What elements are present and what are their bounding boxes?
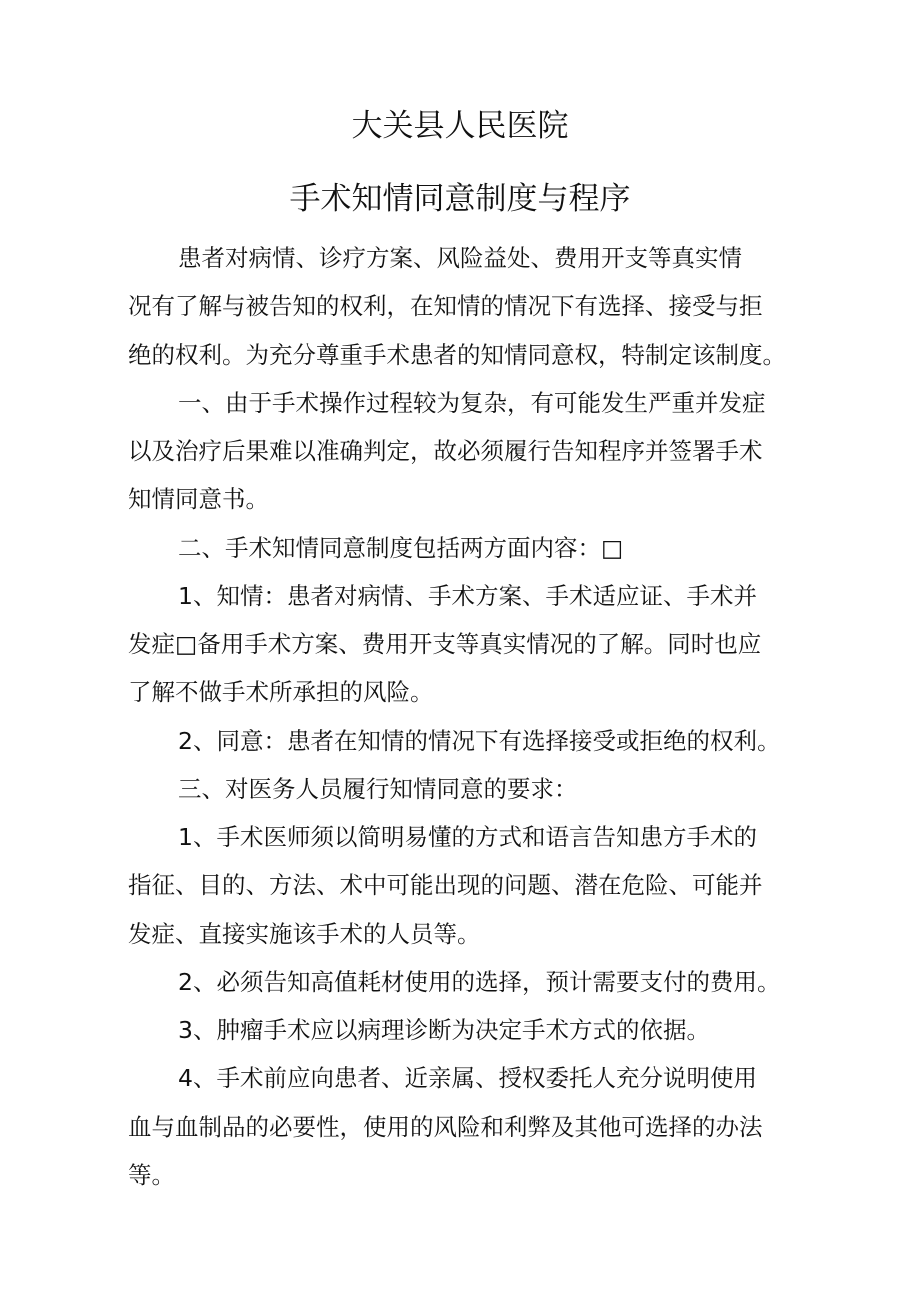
body-line: 等。 [128, 1161, 175, 1189]
body-line: 2、同意：患者在知情的情况下有选择接受或拒绝的权利。 [178, 727, 781, 755]
body-line: 绝的权利。为充分尊重手术患者的知情同意权，特制定该制度。 [128, 341, 786, 369]
body-line: 况有了解与被告知的权利，在知情的情况下有选择、接受与拒 [128, 292, 763, 320]
section-heading: 三、对医务人员履行知情同意的要求： [178, 775, 578, 803]
body-line: 2、必须告知高值耗材使用的选择，预计需要支付的费用。 [178, 968, 781, 996]
body-line: 以及治疗后果难以准确判定，故必须履行告知程序并签署手术 [128, 437, 763, 465]
body-line: 知情同意书。 [128, 485, 269, 513]
body-line: 1、知情：患者对病情、手术方案、手术适应证、手术并 [178, 582, 757, 610]
body-line: 3、肿瘤手术应以病理诊断为决定手术方式的依据。 [178, 1016, 710, 1044]
body-line: 4、手术前应向患者、近亲属、授权委托人充分说明使用 [178, 1064, 757, 1092]
body-line: 发症□备用手术方案、费用开支等真实情况的了解。同时也应 [128, 630, 762, 658]
body-line: 患者对病情、诊疗方案、风险益处、费用开支等真实情 [178, 244, 742, 272]
document-subtitle: 手术知情同意制度与程序 [289, 181, 631, 217]
body-line: 指征、目的、方法、术中可能出现的问题、潜在危险、可能并 [128, 871, 763, 899]
body-line: 发症、直接实施该手术的人员等。 [128, 920, 481, 948]
hospital-title: 大关县人民医院 [351, 108, 569, 144]
body-line: 1、手术医师须以简明易懂的方式和语言告知患方手术的 [178, 823, 757, 851]
body-line: 血与血制品的必要性，使用的风险和利弊及其他可选择的办法 [128, 1113, 763, 1141]
body-line: 一、由于手术操作过程较为复杂，有可能发生严重并发症 [178, 389, 766, 417]
body-line: 了解不做手术所承担的风险。 [128, 678, 434, 706]
section-heading: 二、手术知情同意制度包括两方面内容：□ [178, 534, 624, 562]
